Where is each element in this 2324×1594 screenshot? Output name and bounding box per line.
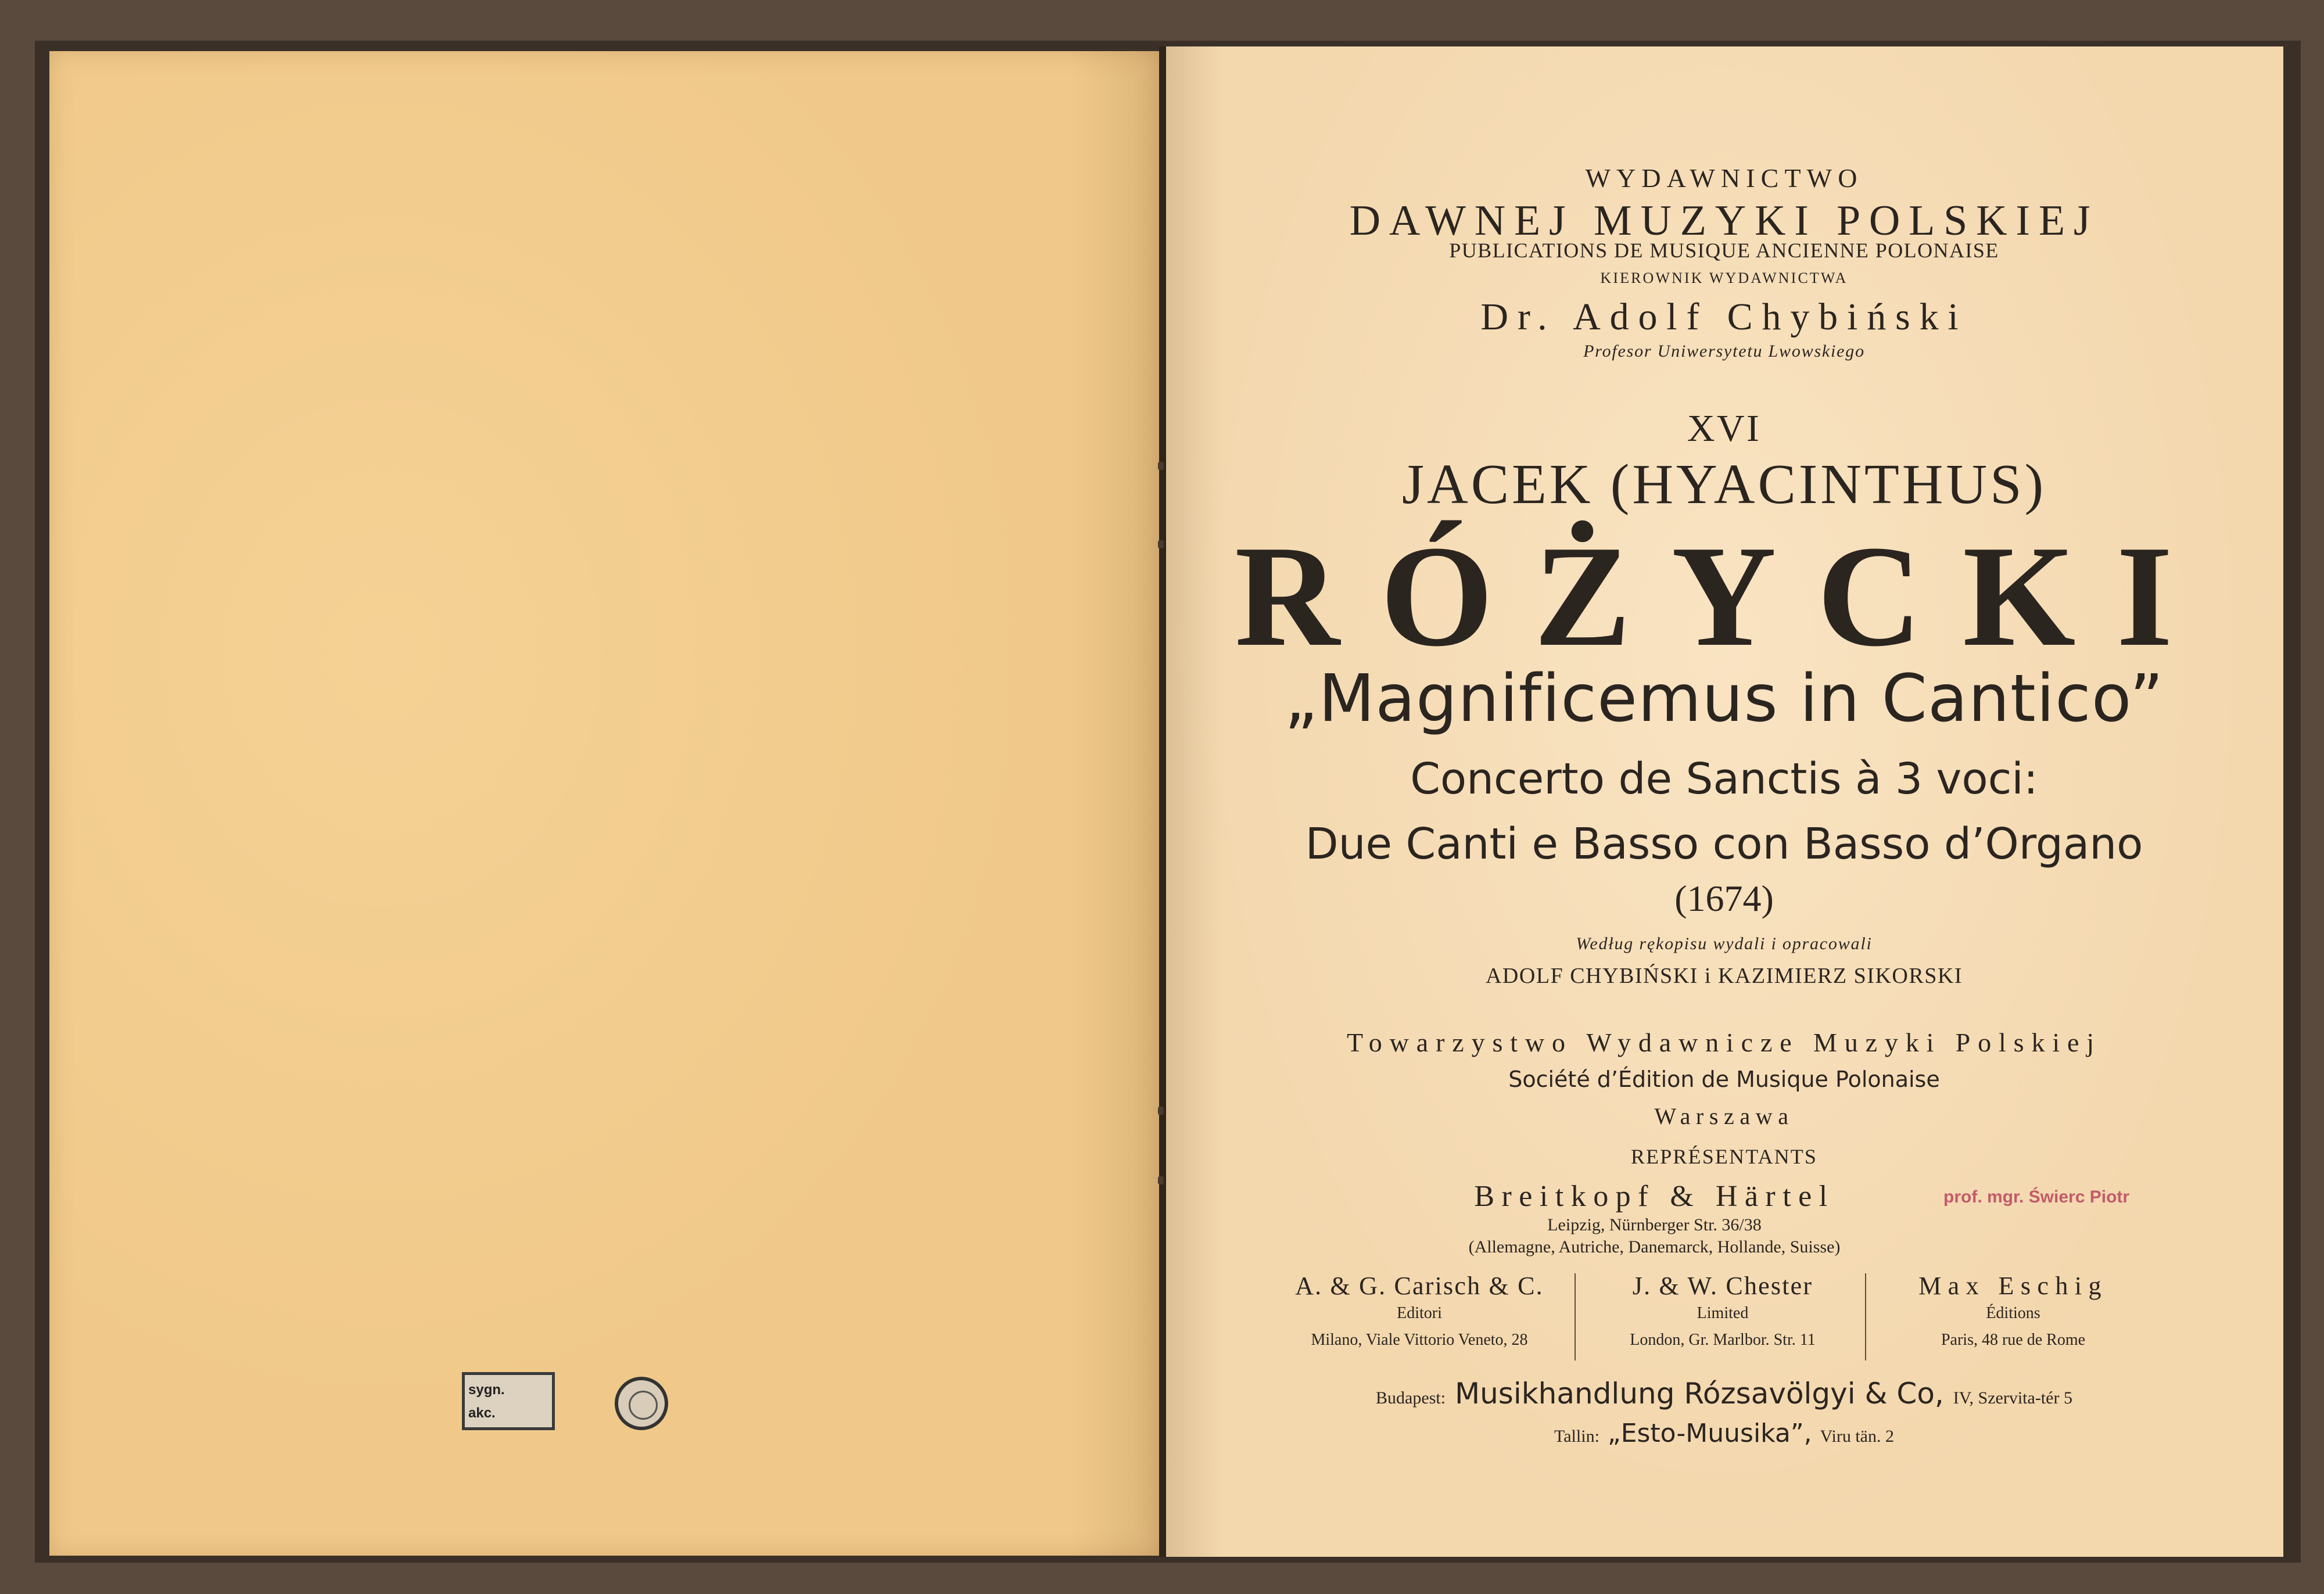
budapest-address: IV, Szervita-tér 5 bbox=[1953, 1388, 2072, 1408]
tallin-label: Tallin: bbox=[1554, 1427, 1599, 1446]
edited-by-label: Według rękopisu wydali i opracowali bbox=[1576, 934, 1873, 953]
tallin-line bbox=[1165, 1419, 2283, 1448]
editor-title: Profesor Uniwersytetu Lwowskiego bbox=[1583, 342, 1865, 361]
rep-address: London, Gr. Marlbor. Str. 11 bbox=[1630, 1331, 1816, 1349]
representants-label: REPRÉSENTANTS bbox=[1630, 1145, 1818, 1168]
rep-type: Limited bbox=[1697, 1304, 1749, 1322]
rep-name: Max Eschig bbox=[1918, 1272, 2108, 1300]
tallin-name: „Esto-Muusika”, bbox=[1607, 1419, 1812, 1448]
stitch-mark bbox=[1158, 540, 1164, 548]
editor-name: Dr. Adolf Chybiński bbox=[1480, 296, 1968, 338]
rep-address: Paris, 48 rue de Rome bbox=[1941, 1331, 2086, 1349]
stitch-mark bbox=[1158, 462, 1164, 470]
library-signature-stamp bbox=[462, 1372, 555, 1430]
rep-name: A. & G. Carisch & C. bbox=[1295, 1272, 1544, 1300]
work-title: „Magnificemus in Cantico” bbox=[1284, 661, 2164, 737]
representative-column bbox=[1560, 1271, 1885, 1349]
society-name: Towarzystwo Wydawnicze Muzyki Polskiej bbox=[1347, 1028, 2101, 1057]
composer-last-name: RÓŻYCKI bbox=[1235, 516, 2214, 677]
library-round-stamp bbox=[615, 1377, 668, 1430]
budapest-line bbox=[1165, 1377, 2283, 1410]
publisher-french: PUBLICATIONS DE MUSIQUE ANCIENNE POLONAISE bbox=[1449, 239, 1999, 262]
budapest-label: Budapest: bbox=[1376, 1388, 1446, 1408]
society-french: Société d’Édition de Musique Polonaise bbox=[1508, 1067, 1940, 1092]
representative-column bbox=[1850, 1271, 2176, 1349]
representative-column bbox=[1257, 1271, 1582, 1349]
rep-address: Milano, Viale Vittorio Veneto, 28 bbox=[1311, 1331, 1528, 1349]
main-rep-countries: (Allemagne, Autriche, Danemarck, Hollande, Suisse) bbox=[1468, 1237, 1841, 1256]
rep-name: J. & W. Chester bbox=[1632, 1272, 1813, 1300]
stamp-sygn-label: sygn. bbox=[468, 1382, 505, 1398]
rep-type: Editori bbox=[1397, 1304, 1442, 1322]
work-subtitle-2: Due Canti e Basso con Basso d’Organo bbox=[1305, 819, 2143, 869]
city: Warszawa bbox=[1654, 1103, 1794, 1129]
tallin-address: Viru tän. 2 bbox=[1820, 1427, 1894, 1446]
main-representative: Breitkopf & Härtel bbox=[1474, 1180, 1835, 1213]
composer-first-name: JACEK (HYACINTHUS) bbox=[1401, 453, 2047, 516]
publisher-small: WYDAWNICTWO bbox=[1585, 163, 1863, 193]
volume-number: XVI bbox=[1687, 407, 1762, 450]
work-subtitle-1: Concerto de Sanctis à 3 voci: bbox=[1410, 754, 2038, 804]
owner-stamp: prof. mgr. Świerc Piotr bbox=[1943, 1187, 2130, 1207]
stamp-akc-label: akc. bbox=[468, 1405, 496, 1421]
budapest-name: Musikhandlung Rózsavölgyi & Co, bbox=[1454, 1377, 1944, 1410]
left-page bbox=[49, 51, 1159, 1556]
rep-type: Éditions bbox=[1986, 1304, 2040, 1322]
main-rep-address: Leipzig, Nürnberger Str. 36/38 bbox=[1547, 1215, 1762, 1234]
work-year: (1674) bbox=[1674, 878, 1774, 919]
publisher-large: DAWNEJ MUZYKI POLSKIEJ bbox=[1349, 197, 2099, 245]
edited-by-names: ADOLF CHYBIŃSKI i KAZIMIERZ SIKORSKI bbox=[1485, 964, 1963, 988]
stitch-mark bbox=[1158, 1107, 1164, 1115]
title-page-content bbox=[1165, 46, 2283, 1557]
editor-label: KIEROWNIK WYDAWNICTWA bbox=[1600, 270, 1848, 286]
